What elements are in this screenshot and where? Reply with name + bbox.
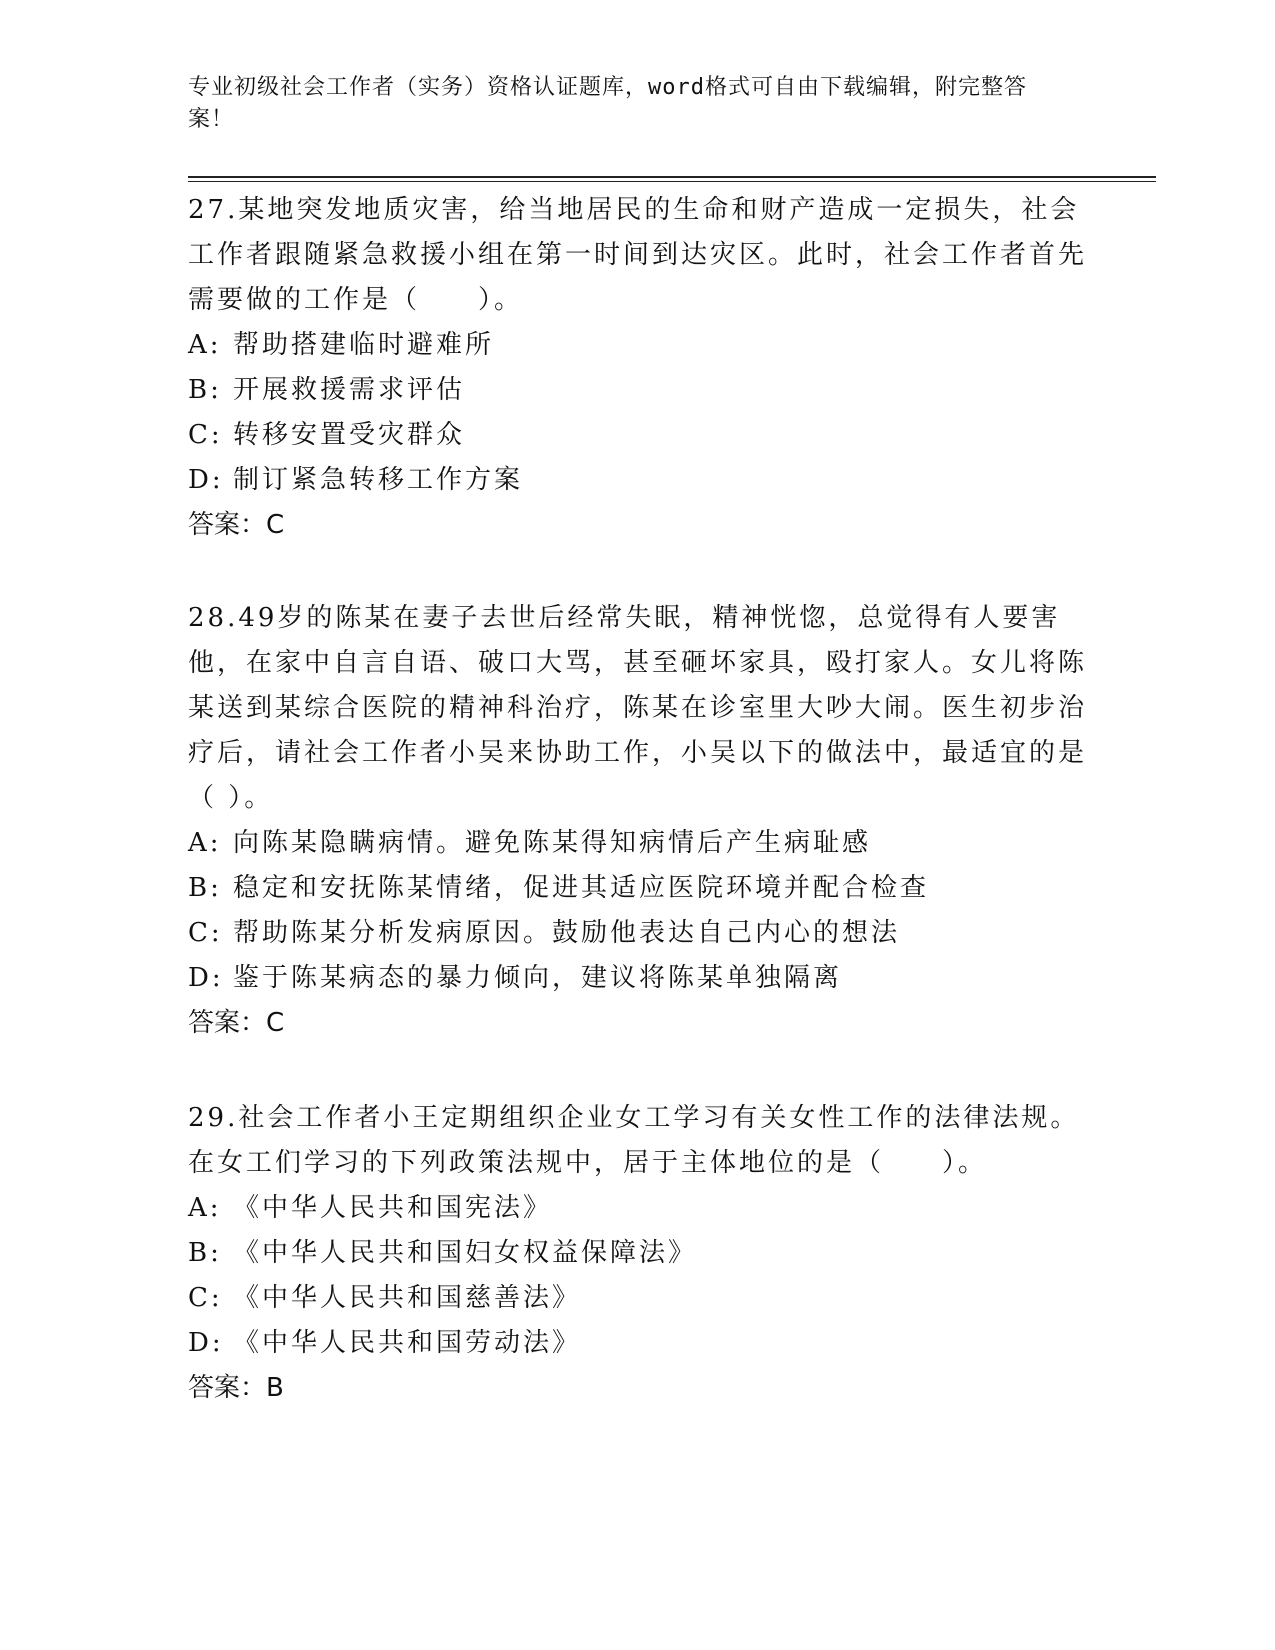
question-27 (188, 188, 1088, 548)
option-key: C: (188, 420, 223, 450)
option-b (188, 368, 1088, 413)
option-key: A: (188, 1193, 222, 1223)
option-d (188, 458, 1088, 503)
answer-line: 答案：B (188, 1373, 284, 1403)
option-key: D: (188, 1328, 224, 1358)
option-key: B: (188, 375, 222, 405)
question-stem: 28.49岁的陈某在妻子去世后经常失眠，精神恍惚，总觉得有人要害他，在家中自言自语、破口大骂，甚至砸坏家具，殴打家人。女儿将陈某送到某综合医院的精神科治疗，陈某在诊室里大吵大闹。医生初步治疗后，请社会工作者小吴来协助工作，小吴以下的做法中，最适宜的是（ ）。 (188, 603, 1088, 813)
option-text: 《中华人民共和国妇女权益保障法》 (233, 1238, 698, 1268)
option-key: A: (188, 828, 222, 858)
question-stem: 29.社会工作者小王定期组织企业女工学习有关女性工作的法律法规。在女工们学习的下列政策法规中，居于主体地位的是（ ）。 (188, 1103, 1080, 1178)
option-d (188, 956, 1088, 1001)
option-key: B: (188, 873, 222, 903)
answer-line: 答案：C (188, 1008, 285, 1038)
option-text: 向陈某隐瞒病情。避免陈某得知病情后产生病耻感 (233, 828, 872, 858)
option-key: B: (188, 1238, 222, 1268)
answer-line: 答案：C (188, 510, 285, 540)
option-d (188, 1321, 1088, 1366)
option-c (188, 413, 1088, 458)
question-28 (188, 596, 1088, 1046)
option-key: D: (188, 465, 224, 495)
option-text: 《中华人民共和国宪法》 (233, 1193, 553, 1223)
option-text: 制订紧急转移工作方案 (233, 465, 524, 495)
option-text: 《中华人民共和国劳动法》 (233, 1328, 582, 1358)
option-text: 帮助搭建临时避难所 (233, 330, 495, 360)
option-text: 帮助陈某分析发病原因。鼓励他表达自己内心的想法 (233, 918, 901, 948)
option-a (188, 821, 1088, 866)
option-text: 鉴于陈某病态的暴力倾向，建议将陈某单独隔离 (233, 963, 843, 993)
question-stem: 27.某地突发地质灾害，给当地居民的生命和财产造成一定损失，社会工作者跟随紧急救援小组在第一时间到达灾区。此时，社会工作者首先需要做的工作是（ ）。 (188, 195, 1088, 315)
page-header: 专业初级社会工作者（实务）资格认证题库，word格式可自由下载编辑，附完整答案！ (188, 75, 1027, 132)
option-text: 开展救援需求评估 (233, 375, 466, 405)
header-divider (188, 176, 1156, 178)
header-divider-thin (188, 181, 1156, 182)
option-key: D: (188, 963, 224, 993)
option-b (188, 1231, 1088, 1276)
option-a (188, 323, 1088, 368)
option-text: 《中华人民共和国慈善法》 (233, 1283, 582, 1313)
question-29 (188, 1096, 1088, 1411)
option-a (188, 1186, 1088, 1231)
option-text: 转移安置受灾群众 (233, 420, 466, 450)
option-key: A: (188, 330, 222, 360)
option-text: 稳定和安抚陈某情绪，促进其适应医院环境并配合检查 (233, 873, 930, 903)
option-c (188, 1276, 1088, 1321)
option-b (188, 866, 1088, 911)
option-key: C: (188, 1283, 223, 1313)
option-c (188, 911, 1088, 956)
option-key: C: (188, 918, 223, 948)
